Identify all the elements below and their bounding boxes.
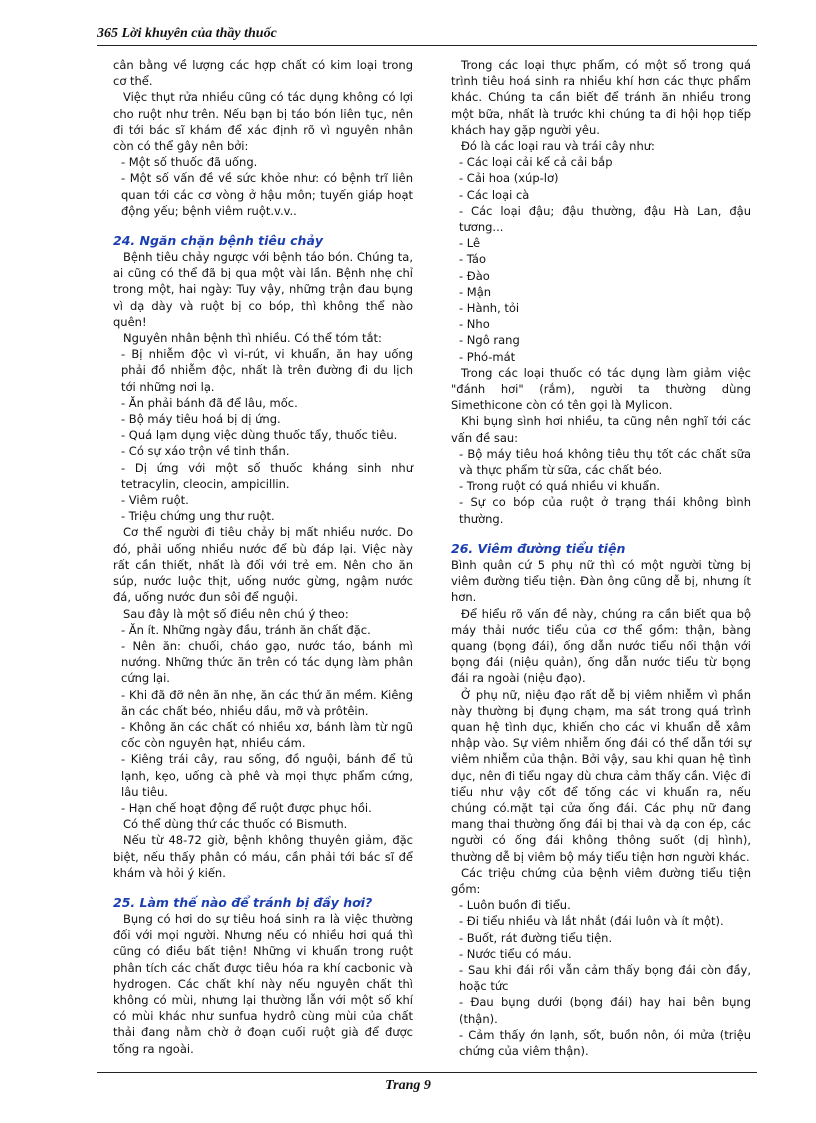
list-item: - Sau khi đái rồi vẫn cảm thấy bọng đái còn đầy, hoặc tức	[459, 962, 751, 994]
paragraph: Nếu từ 48-72 giờ, bệnh không thuyên giảm, đặc biệt, nếu thấy phân có máu, cần phải tới bác sĩ để khám và hỏi ý kiến.	[113, 833, 413, 880]
paragraph: Các triệu chứng của bệnh viêm đường tiểu tiện gồm:	[451, 865, 751, 896]
section-heading: 26. Viêm đường tiểu tiện	[451, 540, 626, 556]
list-item: - Lê	[459, 236, 481, 251]
list-item: - Một số vấn đề về sức khỏe như: có bệnh trĩ liên quan tới các cơ vòng ở hậu môn; tuyến giáp hoạt động yếu; bệnh viêm ruột.v.v..	[121, 171, 413, 218]
list-item: - Nho	[459, 317, 490, 332]
paragraph: Ở phụ nữ, niệu đạo rất dễ bị viêm nhiễm vì phần này thường bị đụng chạm, ma sát trong quá trình quan hệ tình dục, khiến cho các vi khuẩn dễ xâm nhập vào. Sự viêm nhiễm ống đái có thể dẫn tới sự viêm nhiễm của thận. Bởi vậy, sau khi quan hệ tình dục, nên đi tiểu ngay dù chưa cảm thấy cần. Việc đi tiểu như vậy cốt để tống các vi khuẩn ra, nếu chúng có.mặt tại cửa ống đái. Các phụ nữ đang mang thai thường ống đái bị thai và dạ con ép, các người có ống đái không thông suốt (dị hình), thường dễ bị viêm bộ máy tiểu tiện hơn người khác.	[451, 687, 751, 864]
list-item: - Phó-mát	[459, 349, 516, 364]
list-item: - Đào	[459, 268, 490, 283]
list-item: - Dị ứng với một số thuốc kháng sinh như tetracylin, cleocin, ampicillin.	[121, 460, 413, 491]
list-item: - Không ăn các chất có nhiều xơ, bánh làm từ ngũ cốc còn nguyên hạt, nhiều cám.	[121, 719, 413, 751]
list-item: - Quá lạm dụng việc dùng thuốc tẩy, thuốc tiêu.	[121, 428, 398, 443]
paragraph: Việc thụt rửa nhiều cũng có tác dụng không có lợi cho ruột như trên. Nếu bạn bị táo bón liên tục, nên đi tới bác sĩ khám để xác định rõ vì nguyên nhân còn có thể gây nên bởi:	[113, 90, 413, 154]
right-column	[451, 57, 751, 1059]
paragraph: Khi bụng sình hơi nhiều, ta cũng nên nghĩ tới các vấn đề sau:	[451, 414, 751, 445]
list-item: - Ăn phải bánh đã để lâu, mốc.	[121, 395, 298, 410]
list-item: - Các loại đậu; đậu thường, đậu Hà Lan, đậu tương...	[459, 203, 751, 235]
left-column	[113, 57, 413, 1057]
list-item: - Buốt, rát đường tiểu tiện.	[459, 930, 613, 945]
list-item: - Trong ruột có quá nhiều vi khuẩn.	[459, 479, 661, 494]
paragraph: Bụng có hơi do sự tiêu hoá sinh ra là việc thường đối với mọi người. Nhưng nếu có nhiều hơi quá thì cũng có điều bất tiện! Những vi khuẩn trong ruột phân tích các chất được tiêu hóa ra khí cacbonic và hydrogen. Các chất khí này nếu nguyên chất thì không có mùi, nhưng lại thường lẫn với một số khí có mùi khác như sunfua hydrô cùng mùi của chất thải đang nằm chờ ở đoạn cuối ruột già để được tống ra ngoài.	[113, 911, 413, 1056]
page-footer	[0, 1078, 816, 1094]
list-item: - Nước tiểu có máu.	[459, 946, 572, 961]
list-item: - Kiêng trái cây, rau sống, đồ nguội, bánh để tủ lạnh, kẹo, uống cà phê và mọi thực phẩm cứng, lâu tiêu.	[121, 752, 413, 799]
list-item: - Các loại cà	[459, 187, 530, 202]
list-item: - Viêm ruột.	[121, 493, 189, 508]
list-item: - Bộ máy tiêu hoá không tiêu thụ tốt các chất sữa và thực phẩm từ sữa, các chất béo.	[459, 446, 751, 478]
list-item: - Đau bụng dưới (bọng đái) hay hai bên bụng (thận).	[459, 995, 751, 1026]
paragraph: Sau đây là một số điều nên chú ý theo:	[123, 606, 349, 621]
list-item: - Ăn ít. Những ngày đầu, tránh ăn chất đặc.	[121, 622, 371, 637]
header-title: 365 Lời khuyên của thầy thuốc	[97, 26, 277, 41]
list-item: - Triệu chứng ung thư ruột.	[121, 509, 275, 524]
paragraph: cân bằng về lượng các hợp chất có kim loại trong cơ thể.	[113, 58, 413, 89]
footer-divider	[97, 1072, 757, 1073]
paragraph: Trong các loại thực phẩm, có một số trong quá trình tiêu hoá sinh ra nhiều khí hơn các thực phẩm khác. Chúng ta cần biết để tránh ăn nhiều trong một bữa, nhất là trước khi chúng ta đi hội họp tiếp khách hay gặp người yêu.	[451, 58, 751, 137]
paragraph: Có thể dùng thứ các thuốc có Bismuth.	[123, 817, 348, 832]
paragraph: Bình quân cứ 5 phụ nữ thì có một người từng bị viêm đường tiểu tiện. Đàn ông cũng dễ bị, nhưng ít hơn.	[451, 557, 751, 605]
paragraph: Bệnh tiêu chảy ngược với bệnh táo bón. Chúng ta, ai cũng có thể đã bị qua một vài lần. Bệnh nhẹ chỉ trong một, hai ngày: Tuy vậy, những trận đau bụng vì dạ dày và ruột bị co bóp, thì không thể nào quên!	[113, 250, 413, 329]
list-item: - Các loại cải kể cả cải bắp	[459, 155, 613, 170]
list-item: - Ngô rang	[459, 333, 520, 348]
paragraph: Trong các loại thuốc có tác dụng làm giảm việc "đánh hơi" (rắm), người ta thường dùng Simethicone còn có tên gọi là Mylicon.	[451, 365, 751, 413]
page-header	[97, 26, 757, 46]
list-item: - Có sự xáo trộn về tinh thần.	[121, 444, 290, 459]
list-item: - Luôn buồn đi tiểu.	[459, 898, 571, 913]
list-item: - Bộ máy tiêu hoá bị dị ứng.	[121, 412, 281, 427]
list-item: - Sự co bóp của ruột ở trạng thái không bình thường.	[459, 495, 751, 526]
paragraph: Nguyên nhân bệnh thì nhiều. Có thể tóm tắt:	[123, 331, 382, 346]
paragraph: Cơ thể người đi tiêu chảy bị mất nhiều nước. Do đó, phải uống nhiều nước để bù đáp lại. Việc này rất cần thiết, nhất là đối với trẻ em. Nên cho ăn súp, nước luộc thịt, uống nước gừng, ngậm nước đá, uống nước đun sôi để nguội.	[113, 525, 413, 605]
section-heading: 25. Làm thế nào để tránh bị đầy hơi?	[113, 894, 373, 910]
list-item: - Cải hoa (xúp-lơ)	[459, 171, 559, 186]
list-item: - Hạn chế hoạt động để ruột được phục hồi.	[121, 800, 372, 815]
list-item: - Cảm thấy ớn lạnh, sốt, buồn nôn, ói mửa (triệu chứng của viêm thận).	[459, 1027, 751, 1058]
list-item: - Táo	[459, 252, 487, 267]
list-item: - Một số thuốc đã uống.	[121, 155, 258, 170]
paragraph: Đó là các loại rau và trái cây như:	[461, 139, 655, 154]
page-number: Trang 9	[385, 1078, 431, 1093]
list-item: - Đi tiểu nhiều và lắt nhắt (đái luôn và ít một).	[459, 914, 724, 929]
list-item: - Khi đã đỡ nên ăn nhẹ, ăn các thứ ăn mềm. Kiêng ăn các chất béo, nhiều dầu, mỡ và prôtêin.	[121, 687, 413, 718]
list-item: - Bị nhiễm độc vì vi-rút, vi khuẩn, ăn hay uống phải đồ nhiễm độc, nhất là trên đường đi du lịch tới những nơi lạ.	[121, 347, 413, 394]
list-item: - Nên ăn: chuối, cháo gạo, nước táo, bánh mì nướng. Những thức ăn trên có tác dụng làm phân cứng lại.	[121, 638, 413, 686]
list-item: - Hành, tỏi	[459, 301, 520, 316]
section-heading: 24. Ngăn chặn bệnh tiêu chảy	[113, 233, 324, 249]
list-item: - Mận	[459, 284, 492, 299]
paragraph: Để hiểu rõ vấn đề này, chúng ra cần biết qua bộ máy thải nước tiểu của cơ thể gồm: thận, bàng quang (bọng đái), ống dẫn nước tiểu nối thận với bọng đái (niệu quản), ống dẫn nước tiểu từ bọng đái ra ngoài (niệu đạo).	[451, 606, 751, 686]
